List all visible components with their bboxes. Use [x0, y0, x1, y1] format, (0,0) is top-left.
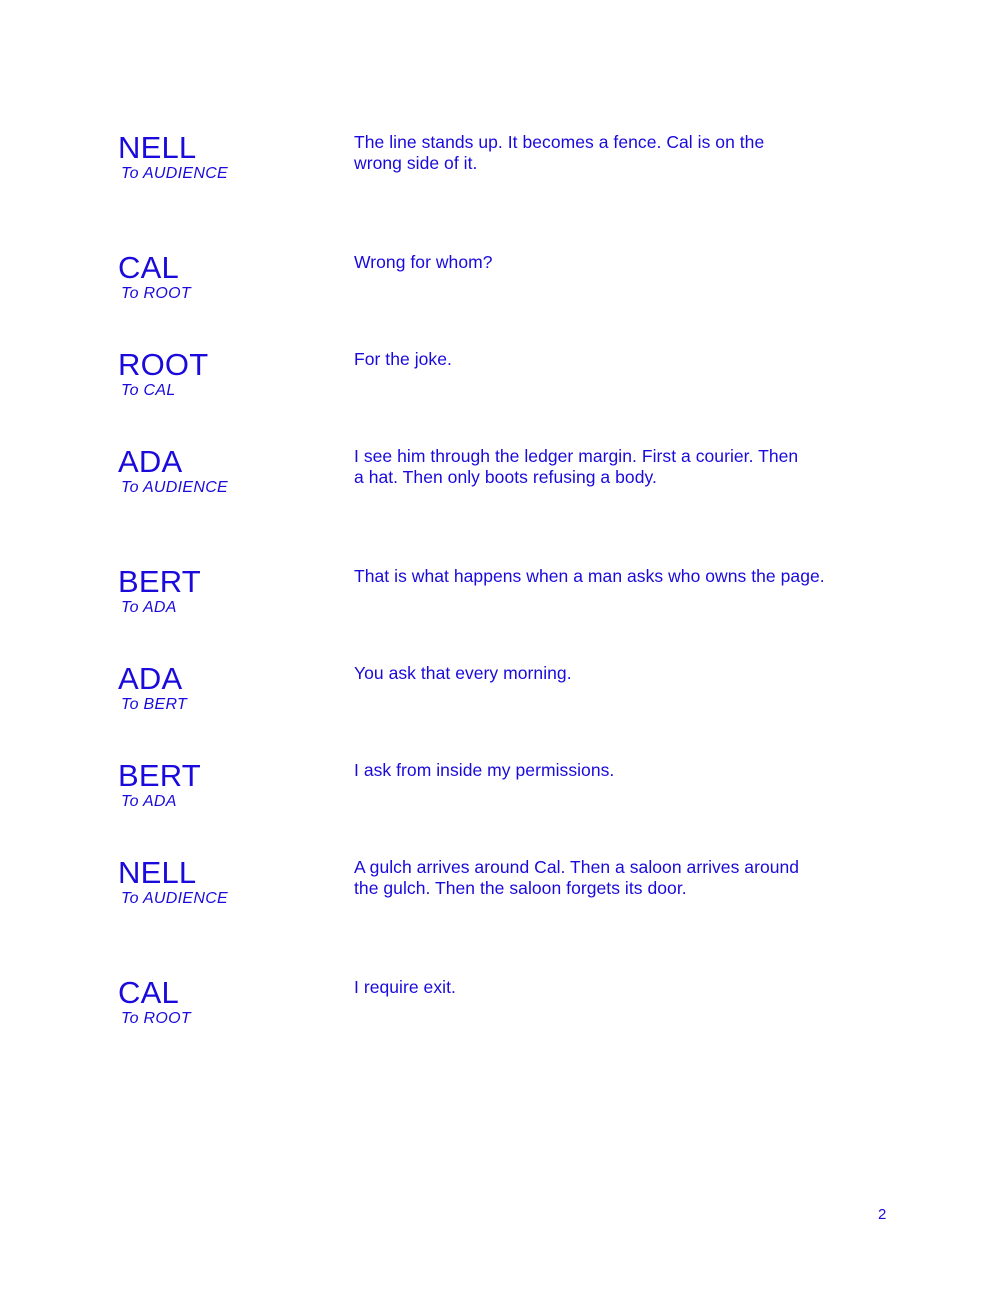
dialogue-line: I require exit. [354, 977, 456, 997]
dialogue-line: That is what happens when a man asks who owns the page. [354, 566, 825, 586]
stage-direction: To ROOT [121, 285, 191, 302]
dialogue-line: The line stands up. It becomes a fence. Cal is on the wrong side of it. [354, 132, 765, 173]
stage-direction: To AUDIENCE [121, 890, 229, 907]
page-number: 2 [878, 1206, 887, 1223]
speaker-name: ROOT [118, 347, 209, 382]
stage-direction: To CAL [121, 382, 176, 399]
stage-direction: To ADA [121, 793, 177, 810]
speaker-name: ADA [118, 661, 183, 696]
dialogue-line: A gulch arrives around Cal. Then a saloon arrives around the gulch. Then the saloon forgets its door. [354, 857, 800, 898]
speaker-name: ADA [118, 444, 183, 479]
speaker-name: NELL [118, 855, 197, 890]
speaker-name: BERT [118, 758, 201, 793]
dialogue-line: You ask that every morning. [354, 663, 572, 683]
speaker-name: BERT [118, 564, 201, 599]
dialogue-line: Wrong for whom? [354, 252, 493, 272]
stage-direction: To ADA [121, 599, 177, 616]
stage-direction: To AUDIENCE [121, 165, 229, 182]
speaker-name: NELL [118, 130, 197, 165]
dialogue-line: I ask from inside my permissions. [354, 760, 615, 780]
dialogue-line: I see him through the ledger margin. First a courier. Then a hat. Then only boots refusing a body. [354, 446, 799, 487]
stage-direction: To BERT [121, 696, 188, 713]
dialogue-line: For the joke. [354, 349, 452, 369]
speaker-name: CAL [118, 975, 179, 1010]
stage-direction: To ROOT [121, 1010, 191, 1027]
stage-direction: To AUDIENCE [121, 479, 229, 496]
speaker-name: CAL [118, 250, 179, 285]
